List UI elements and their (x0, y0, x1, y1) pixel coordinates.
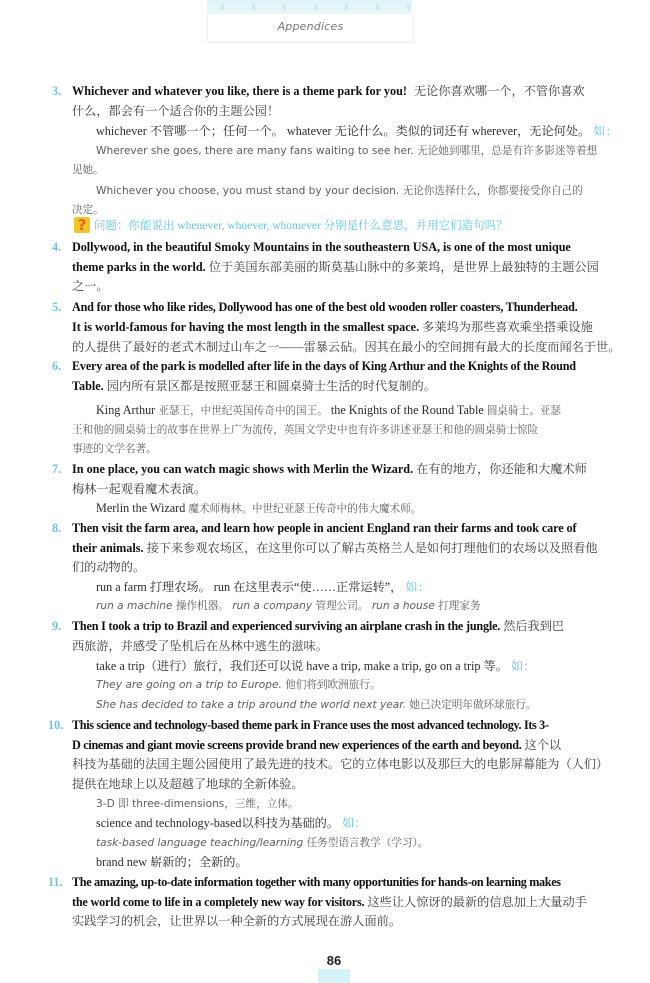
chinese-translation: 这个以 (524, 738, 562, 752)
vocab-gloss: 即 (118, 798, 129, 810)
example-marker: 如： (405, 580, 430, 594)
item-3-line-1 (72, 83, 585, 99)
chinese-translation: 什么，都会有一个适合你的主题公园！ (72, 104, 280, 118)
vocab-gloss: （进行）旅行，我们还可以说 (144, 659, 304, 673)
item-9-line-1 (72, 618, 564, 634)
chinese-translation: 接下来参观农场区，在这里你可以了解古英格兰人是如何打理他们的农场以及照看他 (146, 541, 598, 555)
english-sentence: The amazing, up-to-date information together with many opportunities for hands-on learning makes (72, 875, 561, 889)
english-sentence: Every area of the park is modelled after life in the days of King Arthur and the Knights of the Round (72, 359, 576, 373)
example-chinese: 操作机器。 (175, 600, 229, 612)
english-sentence: the world come to life in a completely new way for visitors. (72, 895, 365, 909)
vocab-note (96, 796, 298, 812)
example-sentence (96, 143, 597, 159)
english-sentence: Table. (72, 379, 104, 393)
vocab-term: whichever (96, 124, 147, 138)
vocab-note (96, 579, 430, 595)
english-sentence: In one place, you can watch magic shows with Merlin the Wizard. (72, 462, 414, 476)
example-chinese: 管理公司。 (315, 600, 369, 612)
chinese-translation: 园内所有景区都是按照亚瑟王和圆桌骑士生活的时代复制的。 (106, 379, 436, 393)
example-phrases (96, 598, 481, 614)
chinese-translation: 无论你喜欢哪一个，不管你喜欢 (413, 84, 585, 98)
english-sentence: Then I took a trip to Brazil and experienced surviving an airplane crash in the jungle. (72, 619, 501, 633)
example-english: Wherever she goes, there are many fans waiting to see her. (96, 145, 414, 157)
item-6-line-2 (72, 378, 436, 394)
vocab-gloss: 在这里表示“使……正常运转”， (233, 580, 403, 594)
question-prompt: 问题：你能说出 whenever, whoever, whomever 分别是什么意思，并用它们造句吗？ (94, 220, 508, 232)
vocab-term: brand new (96, 855, 148, 869)
page-number-band (318, 969, 350, 983)
chinese-translation: 然后我到巴 (503, 619, 565, 633)
english-sentence: theme parks in the world. (72, 260, 206, 274)
vocab-term: wherever (471, 124, 518, 138)
vocab-note (96, 123, 618, 139)
example-english: run a house (371, 600, 435, 612)
chinese-translation: 们的动物的。 (72, 560, 146, 574)
vocab-term: Merlin the Wizard (96, 501, 186, 515)
example-phrase (96, 835, 428, 851)
english-sentence: And for those who like rides, Dollywood has one of the best old wooden roller coasters, Thunderhead. (72, 300, 578, 314)
chinese-translation: 多莱坞为那些喜欢乘坐搭乘设施 (422, 320, 593, 334)
running-header (207, 14, 414, 42)
english-sentence: Then visit the farm area, and learn how people in ancient England ran their farms and took care of (72, 521, 577, 535)
english-sentence: Dollywood, in the beautiful Smoky Mountains in the southeastern USA, is one of the most unique (72, 240, 571, 254)
example-marker: 如： (510, 659, 536, 673)
english-sentence: Whichever and whatever you like, there is a theme park for you! (72, 84, 407, 98)
chinese-translation: 科技为基础的法国主题公园使用了最先进的技术。它的立体电影以及那巨大的电影屏幕能为（人们） (72, 757, 609, 771)
item-7-line-1 (72, 461, 587, 477)
vocab-term: run (213, 580, 231, 594)
example-english: Whichever you choose, you must stand by your decision. (96, 185, 400, 197)
item-number: 8. (52, 521, 62, 535)
example-chinese: 见她。 (72, 164, 104, 176)
question-mark-icon: ? (74, 217, 90, 233)
chinese-translation: 之一。 (72, 279, 109, 293)
item-10-line-2 (72, 737, 561, 753)
item-4-line-2 (72, 259, 599, 275)
example-chinese: 无论她到哪里，总是有许多影迷等着想 (417, 145, 598, 157)
english-sentence: It is world-famous for having the most length in the smallest space. (72, 320, 420, 334)
example-sentence (96, 697, 537, 713)
chinese-translation: 在有的地方，你还能和大魔术师 (416, 462, 587, 476)
vocab-gloss: 不管哪一个；任何一个。 (149, 124, 284, 138)
vocab-term: run a farm (96, 580, 147, 594)
vocab-gloss: 圆桌骑士。亚瑟 (486, 405, 561, 417)
vocab-gloss: ，三维，立体。 (224, 798, 299, 810)
item-11-line-2 (72, 894, 587, 910)
chinese-translation: 提供在地球上以及超越了地球的全新体验。 (72, 777, 304, 791)
chinese-translation: 这些让人惊讶的最新的信息加上大量动手 (367, 895, 587, 909)
chinese-translation: 梅林一起观看魔术表演。 (72, 482, 207, 496)
example-sentence (96, 677, 381, 693)
example-english: task-based language teaching/learning (96, 837, 304, 849)
english-sentence: their animals. (72, 541, 144, 555)
vocab-term: King Arthur (96, 403, 156, 417)
example-english: They are going on a trip to Europe. (96, 679, 282, 691)
example-english: She has decided to take a trip around the world next year. (96, 699, 407, 711)
vocab-note (96, 658, 535, 674)
chinese-translation: 的人提供了最好的老式木制过山车之一——雷暴云砧。因其在最小的空间拥有最大的长度而闻名于世。 (72, 340, 621, 354)
example-chinese: 无论你选择什么，你都要接受你自己的 (402, 185, 583, 197)
vocab-note (96, 500, 421, 517)
english-sentence: This science and technology-based theme park in France uses the most advanced technology. Its 3- (72, 718, 549, 732)
item-8-line-2 (72, 540, 598, 556)
english-sentence: D cinemas and giant movie screens provide brand new experiences of the earth and beyond. (72, 738, 522, 752)
vocab-gloss: 崭新的；全新的。 (150, 855, 248, 869)
example-sentence (96, 183, 583, 199)
vocab-gloss: 打理农场。 (149, 580, 211, 594)
item-number: 4. (52, 240, 62, 254)
vocab-term: three-dimensions (132, 798, 225, 810)
chinese-translation: 位于美国东部美丽的斯莫基山脉中的多莱坞，是世界上最独特的主题公园 (208, 260, 599, 274)
vocab-note (96, 815, 366, 831)
example-english: run a company (232, 600, 313, 612)
item-number: 9. (52, 619, 62, 633)
vocab-gloss: 王和他的圆桌骑士的故事在世界上广为流传，英国文学史中也有许多讲述亚瑟王和他的圆桌骑士惊险 (72, 424, 539, 436)
vocab-term: science and technology-based (96, 816, 242, 830)
item-number: 5. (52, 300, 62, 314)
vocab-term: have a trip, make a trip, go on a trip (306, 659, 481, 673)
vocab-note (96, 854, 248, 870)
item-number: 6. (52, 359, 62, 373)
item-number: 11. (48, 875, 63, 889)
vocab-gloss: 亚瑟王，中世纪英国传奇中的国王。 (158, 405, 328, 417)
vocab-term: 3-D (96, 798, 115, 810)
example-chinese: 他们将到欧洲旅行。 (285, 679, 381, 691)
item-number: 10. (48, 718, 64, 732)
chinese-translation: 西旅游，并感受了坠机后在丛林中逃生的滋味。 (72, 639, 328, 653)
vocab-note (96, 402, 561, 419)
example-chinese: 决定。 (72, 204, 104, 216)
item-number: 7. (52, 462, 62, 476)
vocab-gloss: 以科技为基础的。 (241, 816, 340, 830)
example-marker: 如： (342, 816, 367, 830)
header-title: Appendices (277, 20, 344, 33)
header-decorative-band (207, 0, 412, 14)
vocab-gloss: 魔术师梅林。中世纪亚瑟王传奇中的伟大魔术师。 (188, 503, 422, 515)
example-marker: 如： (593, 124, 618, 138)
page-number: 86 (318, 952, 350, 969)
chinese-translation: 实践学习的机会，让世界以一种全新的方式展现在游人面前。 (72, 914, 402, 928)
example-chinese: 任务型语言教学（学习）。 (306, 837, 429, 849)
vocab-gloss: 事迹的文学名著。 (72, 443, 157, 455)
example-chinese: 打理家务 (438, 600, 481, 612)
vocab-gloss: ，无论何处。 (517, 124, 591, 138)
vocab-term: the Knights of the Round Table (330, 403, 484, 417)
example-chinese: 她已决定明年做环球旅行。 (409, 699, 537, 711)
item-5-line-2 (72, 319, 593, 335)
item-number: 3. (52, 84, 62, 98)
example-english: run a machine (96, 600, 173, 612)
vocab-term: take a trip (96, 659, 145, 673)
vocab-gloss: 等。 (483, 659, 508, 673)
vocab-gloss: 无论什么。类似的词还有 (334, 124, 469, 138)
vocab-term: whatever (286, 124, 332, 138)
